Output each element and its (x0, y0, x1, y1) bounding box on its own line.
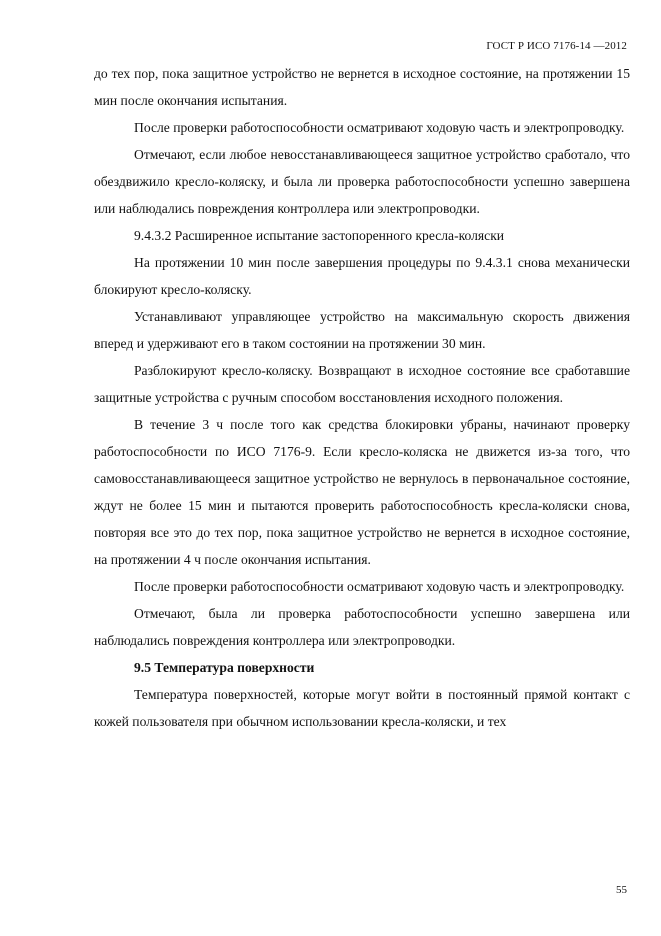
paragraph: На протяжении 10 мин после завершения процедуры по 9.4.3.1 снова механически блокируют кресло-коляску. (94, 255, 630, 297)
document-body (94, 60, 630, 735)
paragraph: После проверки работоспособности осматривают ходовую часть и электропроводку. (134, 579, 625, 594)
paragraph: Отмечают, была ли проверка работоспособности успешно завершена или наблюдались повреждения контроллера или электропроводки. (94, 606, 630, 648)
paragraph: Устанавливают управляющее устройство на максимальную скорость движения вперед и удерживают его в таком состоянии на протяжении 30 мин. (94, 309, 630, 351)
page-number: 55 (616, 884, 627, 896)
paragraph: Разблокируют кресло-коляску. Возвращают в исходное состояние все сработавшие защитные устройства с ручным способом восстановления исходного положения. (94, 363, 630, 405)
paragraph-continuation: до тех пор, пока защитное устройство не вернется в исходное состояние, на протяжении 15 мин после окончания испытания. (94, 66, 630, 108)
subsection-heading: 9.4.3.2 Расширенное испытание застопоренного кресла-коляски (134, 228, 505, 243)
paragraph: Отмечают, если любое невосстанавливающееся защитное устройство сработало, что обездвижило кресло-коляску, и была ли проверка работоспособности успешно завершена или наблюдались повреждения контроллера или электропроводки. (94, 147, 630, 216)
paragraph: Температура поверхностей, которые могут войти в постоянный прямой контакт с кожей пользователя при обычном использовании кресла-коляски, и тех (94, 687, 630, 729)
paragraph: В течение 3 ч после того как средства блокировки убраны, начинают проверку работоспособности по ИСО 7176-9. Если кресло-коляска не движется из-за того, что самовосстанавливающееся защитное устройство не вернулось в первоначальное состояние, ждут не более 15 мин и пытаются проверить работоспособность кресла-коляски снова, повторяя все это до тех пор, пока защитное устройство не вернется в исходное состояние, на протяжении 4 ч после окончания испытания. (94, 417, 630, 567)
paragraph: После проверки работоспособности осматривают ходовую часть и электропроводку. (134, 120, 625, 135)
section-heading: 9.5 Температура поверхности (134, 660, 315, 675)
document-header: ГОСТ Р ИСО 7176-14 —2012 (486, 40, 627, 52)
